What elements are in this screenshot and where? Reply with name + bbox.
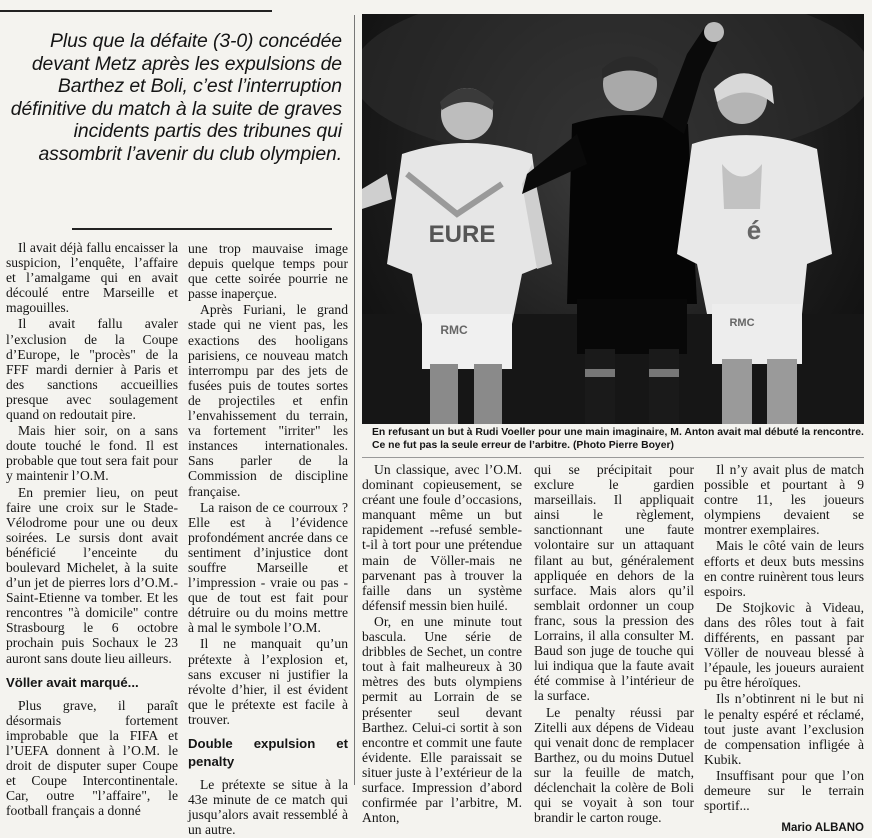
paragraph: Le prétexte se situe à la 43e minute de ce match qui jusqu’alors avait ressemblé à un autre.	[188, 777, 348, 838]
shorts-text-left: RMC	[440, 323, 468, 337]
paragraph: La raison de ce courroux ? Elle est à l’évidence profondément ancrée dans ce sentiment d’injustice dont souffre Marseille et l’impression - vraie ou pas - que de tout est fait pour détruire ou du moins mettre à mal le symbole l’O.M.	[188, 499, 348, 636]
subheading: Double expulsion et penalty	[188, 736, 348, 769]
match-photo	[362, 14, 864, 424]
article-column-1	[6, 240, 178, 819]
column-separator	[354, 15, 355, 785]
paragraph: Ils n’obtinrent ni le but ni le penalty espéré et réclamé, tout juste avant l’exclusion de compensation infligée à Kubik.	[704, 691, 864, 767]
paragraph: qui se précipitait pour exclure le gardien marseillais. Il appliquait ainsi le règlement, sanctionnant une faute volontaire sur un attaquant filant au but, généralement appliquée en dehors de la surface. Mais alors qu’il semblait ordonner un coup franc, sous la pression des Lorrains, il alla consulter M. Baud son juge de touche qui lui indiqua que la faute avait été commise à l’intérieur de la surface.	[534, 462, 694, 704]
photo-illustration	[362, 14, 864, 424]
paragraph: De Stojkovic à Videau, dans des rôles tout à fait différents, en passant par Völler de nouveau blessé à l’épaule, les joueurs auraient pu être héroïques.	[704, 599, 864, 691]
shirt-text-right: é	[746, 215, 762, 245]
article-intro: Plus que la défaite (3-0) concédée devant Metz après les expulsions de Barthez et Boli, c’est l’interruption définitive du match à la suite de graves incidents partis des tribunes qui assombrit l’avenir du club olympien.	[10, 30, 342, 165]
article-column-3	[362, 462, 522, 826]
top-rule	[0, 10, 272, 12]
article-column-2	[188, 241, 348, 838]
photo-caption: En refusant un but à Rudi Voeller pour une main imaginaire, M. Anton avait mal débuté la rencontre. Ce ne fut pas la seule erreur de l’arbitre. (Photo Pierre Boyer)	[372, 427, 864, 451]
paragraph: une trop mauvaise image depuis quelque temps pour que cette soirée pourrie ne passe inaperçue.	[188, 241, 348, 302]
paragraph: Le penalty réussi par Zitelli aux dépens de Videau qui venait donc de remplacer Barthez, ou du moins Dutuel sur la feuille de match, déclenchait la colère de Boli qui se voyait à son tour brandir le carton rouge.	[534, 704, 694, 826]
shirt-text-left: EURE	[428, 221, 496, 248]
paragraph: Insuffisant pour que l’on demeure sur le terrain sportif...	[704, 767, 864, 814]
caption-separator	[362, 457, 864, 458]
article-column-4	[534, 462, 694, 826]
paragraph: Or, en une minute tout bascula. Une série de dribbles de Sechet, un contre tout à fait malheureux à 30 mètres des buts olympiens permit au Lorrain de se présenter seul devant Barthez. Celui-ci sortit à son encontre et commit une faute évidente. Elle paraissait se situer juste à l’extérieur de la surface. Impression d’abord confirmée par l’arbitre, M. Anton,	[362, 613, 522, 826]
paragraph: En premier lieu, on peut faire une croix sur le Stade-Vélodrome pour une ou deux soirées. Le sursis dont avait bénéficié l’enceinte du boulevard Michelet, à la suite d’un jet de pierres lors d’O.M.-Saint-Etienne va tomber. Et les rencontres "à domicile" contre Strasbourg le 6 octobre prochain puis Sochaux le 23 auront sans doute lieu ailleurs.	[6, 484, 178, 666]
paragraph: Plus grave, il paraît désormais fortement improbable que la FIFA et l’UEFA donnent à l’O.M. le droit de disputer super Coupe et Coupe Intercontinentale. Car, outre "l’affaire", le football français a donné	[6, 697, 178, 819]
paragraph: Il n’y avait plus de match possible et pourtant à 9 contre 11, les joueurs olympiens devaient se montrer exemplaires.	[704, 462, 864, 538]
paragraph: Mais hier soir, on a sans doute touché le fond. Il est probable que tout sera fait pour y maintenir l’O.M.	[6, 423, 178, 484]
intro-rule	[72, 228, 332, 230]
paragraph: Mais le côté vain de leurs efforts et deux buts messins en contre ruinèrent tous leurs espoirs.	[704, 538, 864, 599]
paragraph: Il avait fallu avaler l’exclusion de la Coupe d’Europe, le "procès" de la FFF mardi dernier à Paris et des sanctions accueillies presque avec soulagement quand on redoutait pire.	[6, 316, 178, 423]
author-signature: Mario ALBANO	[781, 822, 864, 835]
shorts-text-right: RMC	[729, 317, 755, 329]
paragraph: Un classique, avec l’O.M. dominant copieusement, se créant une foule d’occasions, manquant même un but rapidement --refusé semble-t-il à tort pour une prétendue main de Völler-mais ne parvenant pas à trouver la faille dans un système défensif messin bien huilé.	[362, 462, 522, 613]
paragraph: Après Furiani, le grand stade qui ne vient pas, les exactions des hooligans parisiens, ce nouveau match interrompu par des jets de fusées puis de toutes sortes de projectiles et enfin l’envahissement du terrain, va fortement "irriter" les instances internationales. Sans parler de la Commission de discipline française.	[188, 302, 348, 499]
paragraph: Il ne manquait qu’un prétexte à l’explosion et, sans excuser ni justifier la révolte d’hier, il est évident que le prétexte est facile à trouver.	[188, 636, 348, 727]
article-column-5	[704, 462, 864, 836]
subheading: Völler avait marqué...	[6, 674, 139, 690]
paragraph: Il avait déjà fallu encaisser la suspicion, l’enquête, l’affaire et l’amalgame qui en avait découlé entre Marseille et magouilles.	[6, 240, 178, 316]
